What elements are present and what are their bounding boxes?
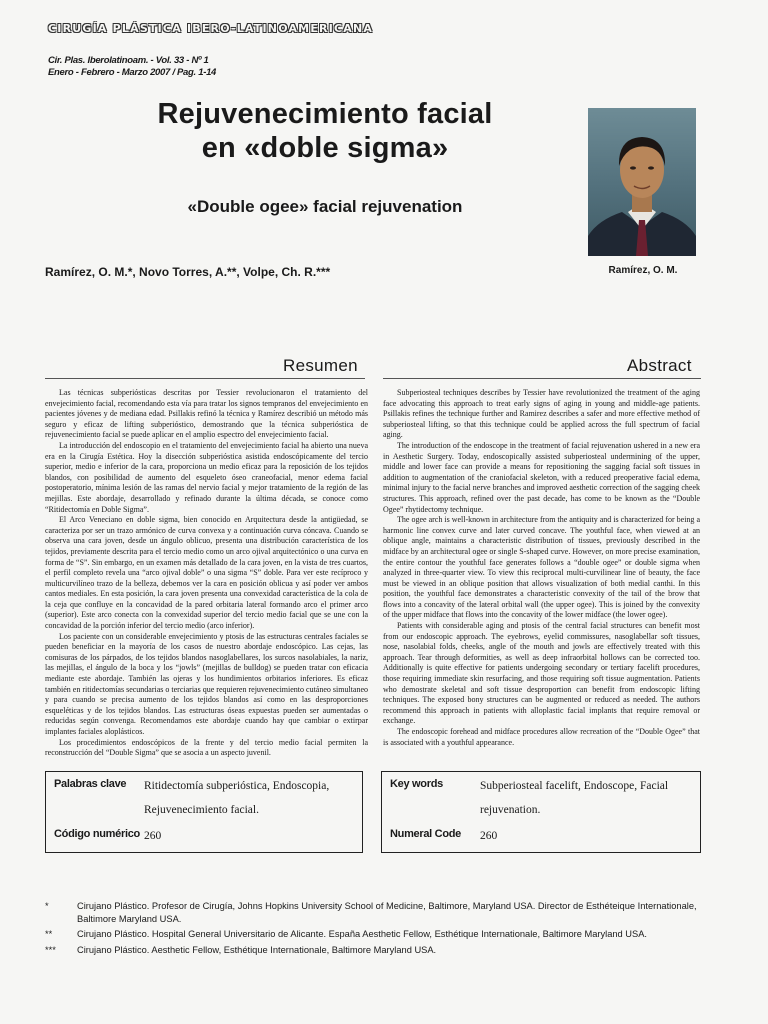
keywords-text — [480, 774, 694, 822]
abstract-paragraph: Subperiosteal techniques describes by Tessier have revolutionized the treatment of the aging face advocating this approach to treat early signs of aging in young and middle-age patients. Psillakis refines the technique further and Ramirez describes a safer and more effective method of subperiosteal lifting, so that this technique could be applied across the full spectrum of facial aging. — [383, 388, 700, 440]
author-portrait-image — [588, 108, 696, 256]
footnote — [45, 928, 705, 941]
resumen-heading: Resumen — [283, 356, 358, 375]
code-value: 260 — [480, 830, 498, 842]
resumen-paragraph: Las técnicas subperiósticas descritas por Tessier revolucionaron el tratamiento del envejecimiento facial, recomendando esta vía para tratar los signos tempranos del envejecimiento en pacientes jóvenes y de mediana edad. Psillakis refinó la técnica y Ramírez describió un método más seguro y eficaz de lifting subperióstico, demostrando que la técnica subperióstica de rejuvenecimiento facial se puede aplicar en el amplio espectro del envejecimiento facial. — [45, 388, 368, 440]
abstract-paragraph: The endoscopic forehead and midface procedures allow recreation of the “Double Ogee” that is associated with a youthful appearance. — [383, 727, 700, 747]
footnote-text: Cirujano Plástico. Aesthetic Fellow, Esthétique Internationale, Baltimore Maryland USA. — [77, 944, 437, 955]
keywords-text-line2: rejuvenation. — [480, 804, 541, 816]
resumen-paragraph: Los procedimientos endoscópicos de la frente y del tercio medio facial permiten la reconstrucción del “Double Sigma” que se asocia a un aspecto juvenil. — [45, 737, 368, 758]
code-label: Código numérico — [54, 828, 140, 840]
resumen-paragraph: Los paciente con un considerable envejecimiento y ptosis de las estructuras centrales faciales se pueden beneficiar en la mayoría de los casos de nuestro abordaje endoscópico. Las cejas, las comisuras de los párpados, de los tejidos blandos nasoglabellares, los surcos nasolabiales, la nariz, las mejillas, el ángulo de la boca y los “jowls” (mejillas de bulldog) se pueden tratar con eficacia mediante este abordaje. También las ojeras y los hundimientos orbitarios inferiores. Es eficaz también en ritidectomías secundarias o terciarias que requieren rejuvenecimiento cutáneo simultaneo y para cuando se precisa aumento de los tejidos blandos así como en las desproporciones esqueléticas y de los tejidos blandos. Las estructuras óseas expuestas pueden ser aumentadas o reducidas según convenga. Recomendamos este abordaje cuando hay que cambiar o extirpar implantes faciales aloplásticos. — [45, 631, 368, 736]
footnote-mark: *** — [45, 944, 56, 955]
footnote-mark: ** — [45, 929, 53, 939]
article-title-english: «Double ogee» facial rejuvenation — [187, 197, 463, 216]
citation-volume: Cir. Plas. Iberolatinoam. - Vol. 33 - Nº 1 — [48, 55, 209, 66]
journal-name: CIRUGÍA PLÁSTICA IBERO-LATINOAMERICANA — [48, 22, 374, 35]
article-title-line1: Rejuvenecimiento facial — [157, 98, 493, 130]
abstract-paragraph: Patients with considerable aging and ptosis of the central facial structures can benefit most from our endoscopic approach. The eyebrows, eyelid commissures, nasoglabellar soft tissues, nose, nasolabial folds, cheeks, angle of the mouth and jowls are effectively treated with this approach. Tear through deformities, as well as deep infraorbital hollows can be corrected too. Additionally is quite effective for patients undergoing secondary or tertiary facelift procedures, those requiring immediate skin resurfacing, and those requiring soft tissue augmentation. Patients who demostrate skeletal and soft tissue desproportion can benefit from endoscopic lifting techniques. The exposed bony structures can be augmented or reduced as needed. The authors recommend this approach in patients with alloplastic facial implants that require removal or exchange. — [383, 621, 700, 726]
footnote-text: Cirujano Plástico. Profesor de Cirugía, Johns Hopkins University School of Medicine, Baltimore, Maryland USA. Director de Esthéteique Internationale, Baltimore Maryland USA. — [77, 901, 697, 924]
keywords-box-spanish — [45, 771, 363, 853]
keywords-text-line2: Rejuvenecimiento facial. — [144, 804, 259, 816]
keywords-text — [144, 774, 356, 822]
keywords-box-english — [381, 771, 701, 853]
article-title-line2: en «doble sigma» — [201, 132, 449, 164]
footnote — [45, 944, 705, 957]
resumen-body — [45, 388, 368, 759]
keywords-label: Palabras clave — [54, 778, 127, 790]
author-photo — [588, 108, 696, 256]
keywords-text-line1: Subperiosteal facelift, Endoscope, Facial — [480, 780, 669, 792]
footnote — [45, 900, 705, 925]
keywords-text-line1: Ritidectomía subperióstica, Endoscopia, — [144, 780, 330, 792]
author-photo-caption: Ramírez, O. M. — [608, 265, 678, 276]
footnote-text: Cirujano Plástico. Hospital General Universitario de Alicante. España Aesthetic Fellow, Esthétique Internationale, Baltimore Maryland USA. — [77, 929, 647, 939]
citation-date-pages: Enero - Febrero - Marzo 2007 / Pag. 1-14 — [48, 67, 217, 78]
abstract-paragraph: The ogee arch is well-known in architecture from the antiquity and is characterized for being a harmonic line convex curve and later curved concave. The youthful face, when viewed at an oblique angle, maintains a characteristic distribution of tissues, previously described in the midface by an architectural ogee or single S-shaped curve. However, on more precise examination, the entire contour the youthful face generates follows a “double ogee” or double sigma when analyzed in three-quarter view. To view this reciprocal multi-curvilinear line of beauty, the face must be viewed in an oblique position that allows visualization of both medial canthi. In this position, the youthful face demonstrates a characteristic convexity of the tail of the brow that flows into a concavity of the lateral orbital wall (the upper ogee). This is joined by the convexity of the upper midface that flows into the concavity of the lower midface (the lower ogee). — [383, 515, 700, 620]
abstract-body — [383, 388, 700, 748]
code-label: Numeral Code — [390, 828, 461, 840]
resumen-paragraph: La introducción del endoscopio en el tratamiento del envejecimiento facial ha abierto una nueva era en la Cirugía Estética. Hoy la disección subperióstica asistida endoscópicamente del tercio superior, medio e inferior de la cara, proporciona un medio eficaz para la reposición de los tejidos blandos, con posibilidad de aumento del esqueleto óseo craneofacial, menor edema facial postoperatorio, mínima lesión de las ramas del nervio facial y mejor tratamiento de la región de las mejillas. Este abordaje, desarrollado y refinado durante la última década, se conoce como “Ritidectomía en Doble Sigma”. — [45, 440, 368, 514]
author-list: Ramírez, O. M.*, Novo Torres, A.**, Volpe, Ch. R.*** — [45, 265, 331, 279]
author-footnotes — [45, 900, 705, 956]
code-value: 260 — [144, 830, 162, 842]
abstract-paragraph: The introduction of the endoscope in the treatment of facial rejuvenation ushered in a new era in Aesthetic Surgery. Today, endoscopically assisted subperiosteal undermining of the upper, middle and lower face can provide a means for repositioning the sagging facial soft tissues in addition to augmentation of the craniofacial skeleton, with a reduced preoperative facial edema, minimal injury to the facial nerve branches and improved aesthetic correction of the sagging cheek structures. This approach, refined over the past decade, has come to be known as the “Double Ogee” rhytidectomy technique. — [383, 440, 700, 514]
keywords-label: Key words — [390, 778, 443, 790]
resumen-paragraph: El Arco Veneciano en doble sigma, bien conocido en Arquitectura desde la antigüedad, se caracteriza por ser un trazo armónico de curva convexa y a continuación curva cóncava. Cuando se observa una cara joven, desde un ángulo oblicuo, presenta una distribución característica de los tejidos, previamente descrita para el tercio medio como un arco ojival arquitectónico o una curva en forma de “S”. Sin embargo, en un examen más detallado de la cara joven, en la vista de tres cuartos, el perfil completo revela una “arco ojival doble” o una sigma “S” doble. Para ver este recíproco y multicurvilíneo trazo de la belleza, debemos ver la cara en posición oblicua y así poder ver ambos cantos mediales. En esta posición, la cara joven presenta una convexidad característica de la cola de la ceja que confluye en la concavidad de la pared orbitaria lateral formando arco el primer arco (superior). Este arco conecta con la convexidad superior del tercio medio facial que se une con la concavidad de la porción inferior del tercio medio (arco inferior). — [45, 515, 368, 631]
footnote-mark: * — [45, 901, 49, 911]
abstract-heading: Abstract — [627, 356, 692, 375]
abstract-rule — [383, 378, 701, 379]
resumen-rule — [45, 378, 365, 379]
